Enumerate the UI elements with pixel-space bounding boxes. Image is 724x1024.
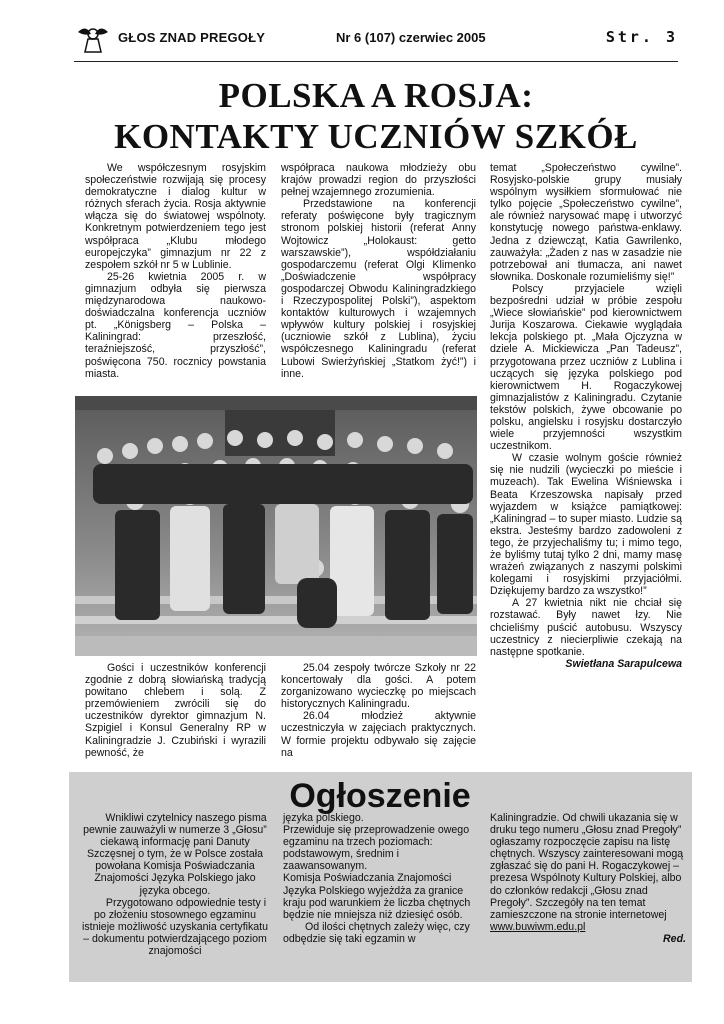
paragraph: Wnikliwi czytelnicy naszego pisma pewnie zauważyli w numerze 3 „Głosu” ciekawą informację pani Danuty Szczęsnej o tym, że w Polsce została powołana Komisja Poświadczania Znajomości Języka Polskiego jako języka obcego. [83, 812, 267, 897]
paragraph: We współczesnym rosyjskim społeczeństwie rozwijają się procesy demokratyczne i dialog kultur w różnych sferach życia. Rosja aktywnie włącza się do światowej wspólnoty. Konkretnym potwierdzeniem tego jest współpraca „Klubu młodego europejczyka” gimnazjum nr 22 z zespołem szkół nr 5 w Lublinie. [85, 162, 266, 271]
page-number: Str. 3 [605, 28, 678, 46]
announcement-column-3 [490, 812, 686, 945]
page-header [74, 22, 678, 56]
angel-logo-icon [74, 22, 112, 54]
header-divider [74, 61, 678, 62]
paragraph: Gości i uczestników konferencji zgodnie z dobrą słowiańską tradycją powitano chlebem i solą. Z przemówieniem zwrócili się do uczestników dyrektor gimnazjum N. Szpigiel i Konsul Generalny RP w Kaliningradzie J. Czubiński i wyrazili pewność, że [85, 662, 266, 759]
website-link[interactable]: www.buwiwm.edu.pl [490, 920, 586, 933]
paragraph: Przewiduje się przeprowadzenie owego egzaminu na trzech poziomach: podstawowym, średnim i zaawansowanym. [283, 824, 470, 873]
paragraph: języka polskiego. [283, 812, 364, 824]
article-title-line1: POLSKA A ROSJA: [218, 76, 534, 115]
paragraph: współpraca naukowa młodzieży obu krajów prowadzi region do przyszłości pełnej wzajemnego zrozumienia. [281, 162, 476, 199]
paragraph: A 27 kwietnia nikt nie chciał się rozstawać. Były nawet łzy. Nie chcieliśmy puścić autobusu. Wszyscy uczestnicy z niecierpliwie czekają na następne spotkanie. [490, 597, 682, 658]
paragraph: Kaliningradzie. Od chwili ukazania się w druku tego numeru „Głosu znad Pregoły” ogłaszamy rozpoczęcie zapisu na listę chętnych. Wszyscy zainteresowani mogą zgłaszać się do pani H. Rogaczykowej – prezesa Wspólnoty Kultury Polskiej, albo do członków redakcji „Głosu znad Pregoły”. Szczegóły na ten temat zamieszczone na stronie internetowej [490, 812, 684, 921]
masthead-title: GŁOS ZNAD PREGOŁY [118, 30, 266, 45]
paragraph: W czasie wolnym goście również się nie nudzili (wycieczki po mieście i muzeach). Tak Ewelina Wiśniewska i Beata Krzeszowska napisały przed wyjazdem w książce pamiątkowej: „Kaliningrad – to super miasto. Ludzie są ekstra. Jesteśmy bardzo zadowoleni z tego, że przyjechaliśmy tu; i mimo tego, że byliśmy tutaj tylko 2 dni, mamy masę wrażeń związanych z naszymi polskimi kolegami i rosyjskimi przyjaciółmi. Dziękujemy bardzo za wszystko!” [490, 452, 682, 598]
article-column-3 [490, 162, 682, 670]
issue-number: Nr 6 (107) czerwiec 2005 [336, 30, 486, 45]
paragraph: Przygotowano odpowiednie testy i po złożeniu stosownego egzaminu istnieje możliwość uzyskania certyfikatu – dokumentu potwierdzającego poziom znajomości [81, 896, 269, 958]
group-photo-image [75, 396, 477, 656]
article-column-1 [85, 162, 266, 380]
article-title-line2: KONTAKTY UCZNIÓW SZKÓŁ [114, 117, 638, 156]
paragraph: Komisja Poświadczania Znajomości Języka Polskiego wyjeżdża za granice kraju pod warunkiem że liczba chętnych będzie nie mniejsza niż dziesięć osób. [283, 872, 471, 921]
paragraph: temat „Społeczeństwo cywilne”. Rosyjsko-polskie grupy musiały wspólnym wysiłkiem sformułować nie tylko pojęcie „Społeczeństwo cywilne”, ale również narysować mapę i utworzyć konstytucję nowego państwa-enklawy. Jedna z dziewcząt, Katia Gawrilenko, zauważyła: „Żaden z nas w zasadzie nie potrzebował ani tłumacza, ani nawet słownika. Doskonale rozumieliśmy się!” [490, 162, 682, 283]
paragraph: Polscy przyjaciele wzięli bezpośredni udział w próbie zespołu „Wiece słowiańskie” pod kierownictwem Jurija Koszarowa. Ciekawie wyglądała lekcja polskiego pt. „Mała Ojczyzna w dziele A. Mickiewicza „Pan Tadeusz”, przygotowana przez uczniów z Lublina i uczących się języka polskiego pod kierownictwem H. Rogaczykowej gimnazjalistów z Kaliningradu. Czytanie tekstów polskich, żywe obcowanie po polsku, angielsku i rosyjsku dostarczyło wiele przyjemności wszystkim uczestnikom. [490, 282, 682, 453]
group-photo [75, 396, 477, 656]
article-signature: Swietłana Sarapulcewa [565, 657, 682, 670]
article-column-1-continued [85, 662, 266, 759]
announcement-signature: Red. [663, 932, 686, 945]
announcement-title: Ogłoszenie [289, 777, 471, 815]
article-column-2-continued [281, 662, 476, 759]
paragraph: 25.04 zespoły twórcze Szkoły nr 22 koncertowały dla gości. A potem zorganizowano wycieczkę po miejscach historycznych Kaliningradu. [281, 662, 476, 711]
paragraph: Przedstawione na konferencji referaty poświęcone były tragicznym stronom polskiej historii (referat Anny Wojtowicz „Holokaust: getto warszawskie”), współdziałaniu gospodarczemu (referat Olgi Klimenko „Doświadczenie współpracy gospodarczej Obwodu Kaliningradzkiego i Rzeczypospolitej Polski”), aspektom kontaktów kulturowych i wzajemnych wpływów kultury polskiej i rosyjskiej (uczniowie szkół z Lublina), życiu współczesnego Kaliningradu (referat Lubowi Swierżyńskiej „Statkom żyć!”) i inne. [281, 198, 476, 380]
article-column-2 [281, 162, 476, 380]
paragraph: 25-26 kwietnia 2005 r. w gimnazjum odbyła się pierwsza międzynarodowa naukowo-doświadczalna konferencja uczniów pt. „Königsberg – Polska – Kaliningrad: przeszłość, teraźniejszość, przyszłość”, poświęcona 750. rocznicy powstania miasta. [85, 270, 266, 380]
announcement-column-2 [283, 812, 483, 945]
paragraph: Od ilości chętnych zależy więc, czy odbędzie się taki egzamin w [283, 920, 470, 945]
paragraph: 26.04 młodzież aktywnie uczestniczyła w zajęciach praktycznych. W formie projektu odbywało się zajęcie na [281, 710, 476, 759]
announcement-column-1 [80, 812, 270, 957]
